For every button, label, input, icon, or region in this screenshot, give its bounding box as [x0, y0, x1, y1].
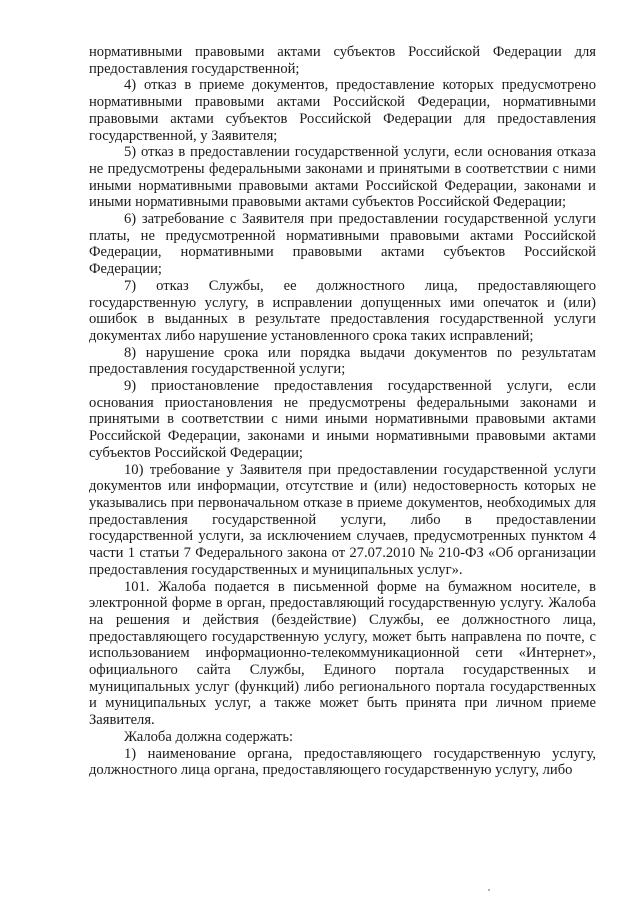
scan-speck [488, 889, 490, 891]
paragraph-complaint-contents: Жалоба должна содержать: [124, 728, 294, 745]
paragraph-section-101: 101. Жалоба подается в письменной форме на бумажном носителе, в электронной форме в орган, предоставляющий государственную услугу. Жалоба на решения и действия (бездействие) Службы, ее должностного лица, предоставляющего государственную услугу, может быть направлена по почте, с использованием информационно-телекоммуникационной сети «Интернет», официального сайта Службы, Единого портала государственных и муниципальных услуг (функций) либо регионального портала государственных и муниципальных услуг, а также может быть принята при личном приеме Заявителя. [89, 578, 596, 729]
document-body [89, 44, 596, 779]
paragraph-item-8: 8) нарушение срока или порядка выдачи документов по результатам предоставления государственной услуги; [89, 344, 596, 378]
paragraph-item-5: 5) отказ в предоставлении государственной услуги, если основания отказа не предусмотрены федеральными законами и принятыми в соответствии с ними иными нормативными правовыми актами Российской Федерации, законами и иными нормативными правовыми актами субъектов Российской Федерации; [89, 144, 596, 211]
paragraph-contents-item-1: 1) наименование органа, предоставляющего государственную услугу, должностного лица органа, предоставляющего государственную услугу, либо [89, 745, 596, 779]
paragraph-item-10: 10) требование у Заявителя при предоставлении государственной услуги документов или информации, отсутствие и (или) недостоверность которых не указывались при первоначальном отказе в приеме документов, необходимых для предоставления государственной услуги, либо в предоставлении государственной услуги, за исключением случаев, предусмотренных пунктом 4 части 1 статьи 7 Федерального закона от 27.07.2010 № 210-ФЗ «Об организации предоставления государственных и муниципальных услуг». [89, 461, 596, 578]
paragraph-item-7: 7) отказ Службы, ее должностного лица, предоставляющего государственную услугу, в исправлении допущенных ими опечаток и (или) ошибок в выданных в результате предоставления государственной услуги документах либо нарушение установленного срока таких исправлений; [89, 277, 596, 344]
paragraph-item-9: 9) приостановление предоставления государственной услуги, если основания приостановления не предусмотрены федеральными законами и принятыми в соответствии с ними иными нормативными правовыми актами Российской Федерации, законами и иными нормативными правовыми актами субъектов Российской Федерации; [89, 378, 596, 461]
paragraph-item-6: 6) затребование с Заявителя при предоставлении государственной услуги платы, не предусмотренной нормативными правовыми актами Российской Федерации, нормативными правовыми актами субъектов Российской Федерации; [89, 211, 596, 278]
paragraph-continuation: нормативными правовыми актами субъектов Российской Федерации для предоставления государственной; [89, 44, 596, 77]
paragraph-item-4: 4) отказ в приеме документов, предоставление которых предусмотрено нормативными правовыми актами Российской Федерации, нормативными правовыми актами субъектов Российской Федерации для предоставления государственной, у Заявителя; [89, 77, 596, 144]
